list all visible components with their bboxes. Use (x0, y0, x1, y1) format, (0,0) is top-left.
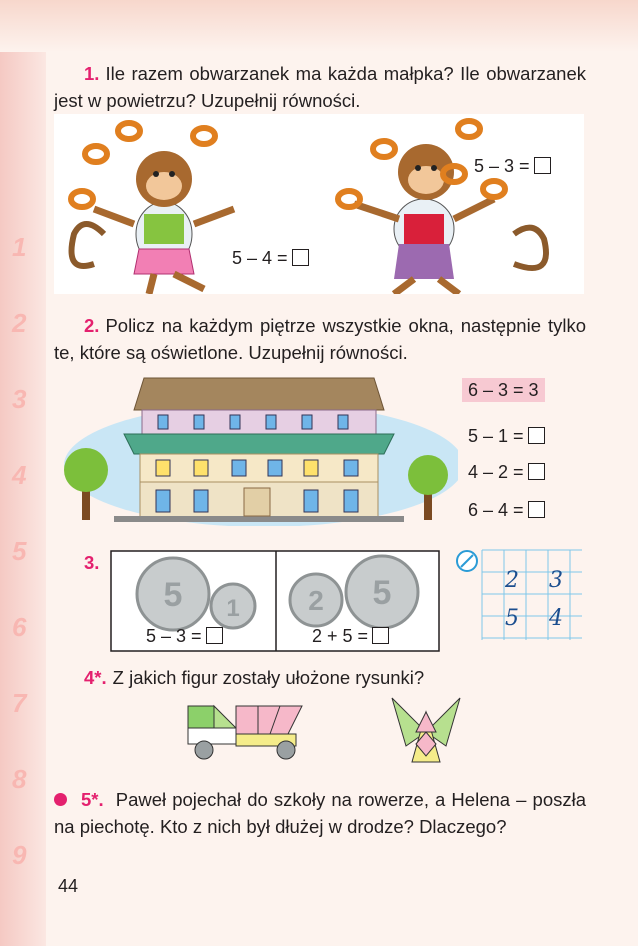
task3-number: 3. (84, 552, 100, 573)
answer-box[interactable] (528, 427, 545, 444)
side-number: 9 (12, 840, 27, 870)
task4-number: 4*. (84, 667, 107, 688)
task1-equation-right: 5 – 3 = (474, 156, 551, 177)
side-number: 5 (12, 536, 27, 566)
tree-left (64, 448, 108, 520)
side-number: 7 (12, 688, 27, 718)
task1-equation-left: 5 – 4 = (232, 248, 309, 269)
pencil-icon (457, 551, 477, 571)
svg-text:5: 5 (372, 574, 392, 612)
answer-box[interactable] (206, 627, 223, 644)
side-number: 8 (12, 764, 27, 794)
task1-number: 1. (84, 63, 100, 84)
answer-box[interactable] (534, 157, 551, 174)
task2-text: 2. Policz na każdym piętrze wszystkie okna, następnie tylko te, które są oświetlone. Uzupełnij równości. (54, 315, 586, 363)
svg-text:5: 5 (163, 576, 183, 614)
grid-digit: 3 (549, 568, 563, 593)
task4-text: 4*. Z jakich figur zostały ułożone rysunki? (84, 667, 425, 688)
page-number: 44 (58, 876, 79, 896)
bullet-dot-icon (54, 793, 67, 806)
coin-five-right (346, 556, 418, 628)
coin-five-left (137, 558, 209, 630)
side-number: 3 (12, 384, 27, 414)
task3-equation-left: 5 – 3 = (146, 626, 223, 647)
left-margin-strip (0, 52, 46, 946)
answer-box[interactable] (372, 627, 389, 644)
task2-equation-3: 6 – 4 = (468, 500, 545, 521)
side-number: 1 (12, 232, 27, 262)
grid-digit: 2 (505, 568, 519, 593)
top-band (0, 0, 638, 52)
grid-digit: 5 (505, 606, 519, 631)
coin-one (211, 584, 255, 628)
task2-equation-2: 4 – 2 = (468, 462, 545, 483)
side-number: 6 (12, 612, 27, 642)
svg-text:2: 2 (308, 585, 324, 616)
task2-equation-1: 5 – 1 = (468, 426, 545, 447)
answer-box[interactable] (528, 463, 545, 480)
answer-box[interactable] (292, 249, 309, 266)
task5-text: 5*. Paweł pojechał do szkoły na rowerze, a Helena – poszła na piechotę. Kto z nich był dłużej w drodze? Dlaczego? (54, 789, 587, 837)
tree-right (408, 455, 448, 520)
task1-text: 1. Ile razem obwarzanek ma każda małpka? Ile obwarzanek jest w powietrzu? Uzupełnij równości. (54, 63, 586, 111)
answer-box[interactable] (528, 501, 545, 518)
task5-number: 5*. (81, 789, 104, 810)
monkeys-illustration (54, 114, 584, 294)
task3-equation-right: 2 + 5 = (312, 626, 389, 647)
svg-text:1: 1 (226, 595, 240, 622)
writing-grid (454, 548, 584, 642)
building-illustration (54, 370, 458, 526)
task2-number: 2. (84, 315, 100, 336)
side-number: 2 (12, 308, 27, 338)
task2-example: 6 – 3 = 3 (462, 380, 545, 401)
windmill-figure (386, 694, 466, 766)
coin-two (290, 574, 342, 626)
truck-figure (180, 698, 310, 764)
side-number: 4 (12, 460, 27, 490)
grid-digit: 4 (549, 606, 563, 631)
